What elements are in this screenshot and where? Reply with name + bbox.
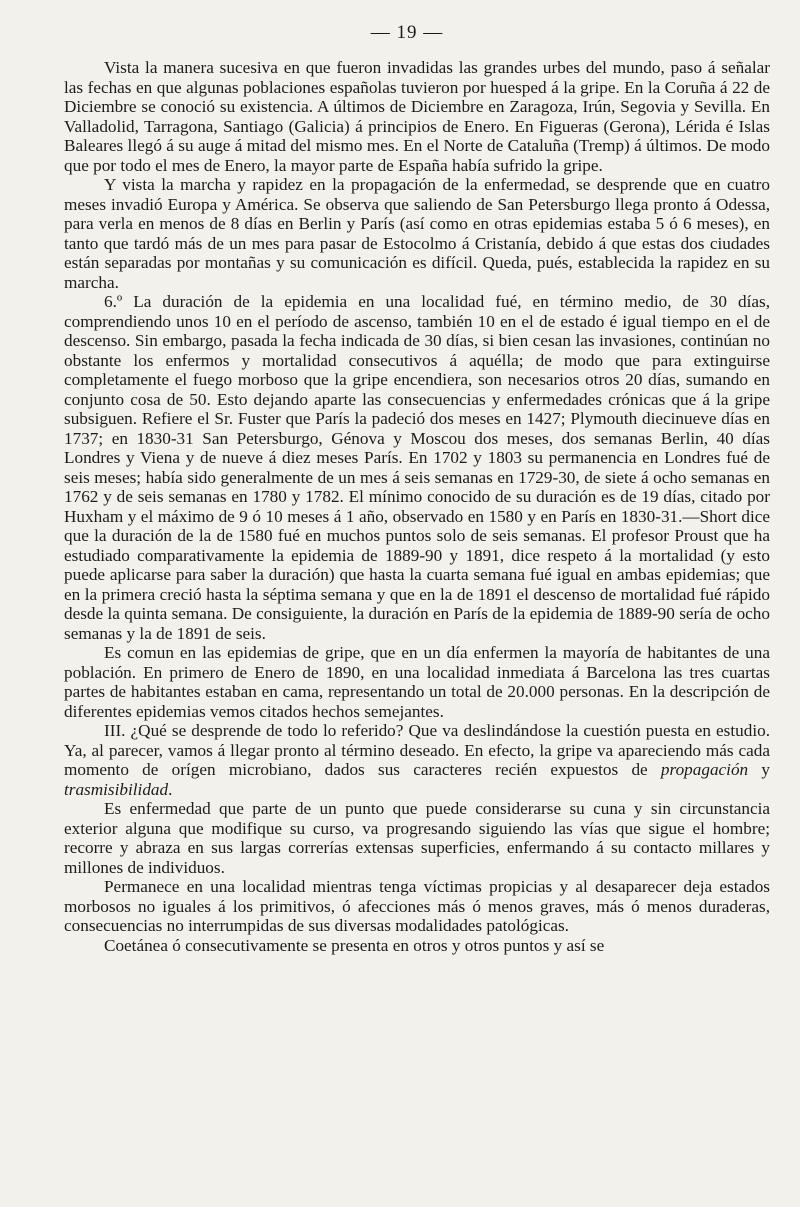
section-iii-text: III. ¿Qué se desprende de todo lo referido? Que va deslindándose la cuestión puesta en estudio. Ya, al parecer, vamos á llegar pronto al término deseado. En efecto, la gripe va apareciendo más cada momento de orígen microbiano, dados sus caracteres recién expuestos de (64, 721, 770, 779)
page-number: — 19 — (370, 22, 444, 43)
paragraph-disease-spread: Coetánea ó consecutivamente se presenta en otros y otros puntos y así se (104, 935, 605, 955)
paragraph-section-iii (64, 721, 770, 799)
paragraph-epidemic-duration: 6.º La duración de la epidemia en una localidad fué, en término medio, de 30 días, comprendiendo unos 10 en el período de ascenso, también 10 en el de estado é igual tiempo en el de descenso. Sin embargo, pasada la fecha indicada de 30 días, si bien cesan las invasiones, continúan no obstante los enfermos y mortalidad consecutivos á aquélla; de modo que para extinguirse completamente el fuego morboso que la gripe encendiera, son necesarios otros 20 días, sumando en conjunto cosa de 50. Esto dejando aparte las consecuencias y enfermedades crónicas que á la gripe subsiguen. Refiere el Sr. Fuster que París la padeció dos meses en 1427; Plymouth diecinueve días en 1737; en 1830-31 San Petersburgo, Génova y Moscou dos meses, dos semanas Berlin, 40 días Londres y Viena y de nueve á diez meses París. En 1702 y 1803 su permanencia en Londres fué de seis meses; había sido generalmente de un mes á seis semanas en 1729-30, de siete á ocho semanas en 1762 y de seis semanas en 1780 y 1782. El mínimo conocido de su duración es de 19 días, citado por Huxham y el máximo de 9 ó 10 meses á 1 año, observado en 1580 y en París en 1830-31.—Short dice que la duración de la de 1580 fué en muchos puntos solo de seis semanas. El profesor Proust que ha estudiado comparativamente la epidemia de 1889-90 y 1891, dice respeto á la mortalidad (y esto puede aplicarse para saber la duración) que hasta la cuarta semana fué igual en ambas epidemias; que en la primera creció hasta la séptima semana y que en la de 1891 el descenso de mortalidad fué rápido desde la quinta semana. De consiguiente, la duración en París de la epidemia de 1889-90 sería de ocho semanas y la de 1891 de seis. (64, 292, 770, 643)
paragraph-spanish-cities: Vista la manera sucesiva en que fueron invadidas las grandes urbes del mundo, paso á señalar las fechas en que algunas poblaciones españolas tuvieron por huesped á la gripe. En la Coruña á 22 de Diciembre se conoció su existencia. A últimos de Diciembre en Zaragoza, Irún, Segovia y Sevilla. En Valladolid, Tarragona, Santiago (Galicia) á principios de Enero. En Figueras (Gerona), Lérida é Islas Baleares llegó á su auge á mitad del mismo mes. En el Norte de Cataluña (Tremp) á últimos. De modo que por todo el mes de Enero, la mayor parte de España había sufrido la gripe. (64, 58, 770, 175)
paragraph-propagation-speed: Y vista la marcha y rapidez en la propagación de la enfermedad, se desprende que en cuatro meses invadió Europa y América. Se observa que saliendo de San Petersburgo llega pronto á Odessa, para verla en menos de 8 días en Berlin y París (así como en otras epidemias estaba 5 ó 6 meses), en tanto que tardó más de un mes para pasar de Estocolmo á Cristanía, debido á que estas dos ciudades están separadas por montañas y su comunicación es difícil. Queda, pués, establecida la rapidez en su marcha. (64, 175, 770, 292)
section-iii-end: . (168, 779, 173, 799)
paragraph-disease-origin: Es enfermedad que parte de un punto que puede considerarse su cuna y sin circunstancia exterior alguna que modifique su curso, va progresando siguiendo las vías que sigue el hombre; recorre y abraza en sus largas correrías extensas superficies, enfermando á su contacto millares y millones de individuos. (64, 799, 770, 877)
paragraph-disease-persistence: Permanece en una localidad mientras tenga víctimas propicias y al desaparecer deja estados morbosos no iguales á los primitivos, ó afecciones más ó menos graves, más ó menos duraderas, consecuencias no interrumpidas de sus diversas modalidades patológicas. (64, 877, 770, 935)
body-text (64, 58, 770, 955)
section-iii-conjunction: y (748, 760, 770, 779)
paragraph-mass-illness: Es comun en las epidemias de gripe, que en un día enfermen la mayoría de habitantes de una población. En primero de Enero de 1890, en una localidad inmediata á Barcelona las tres cuartas partes de habitantes estaban en cama, representando un total de 20.000 personas. En la descripción de diferentes epidemias vemos citados hechos semejantes. (64, 643, 770, 721)
italic-propagacion: propagación (660, 760, 749, 779)
italic-trasmisibilidad: trasmisibilidad (64, 779, 169, 799)
